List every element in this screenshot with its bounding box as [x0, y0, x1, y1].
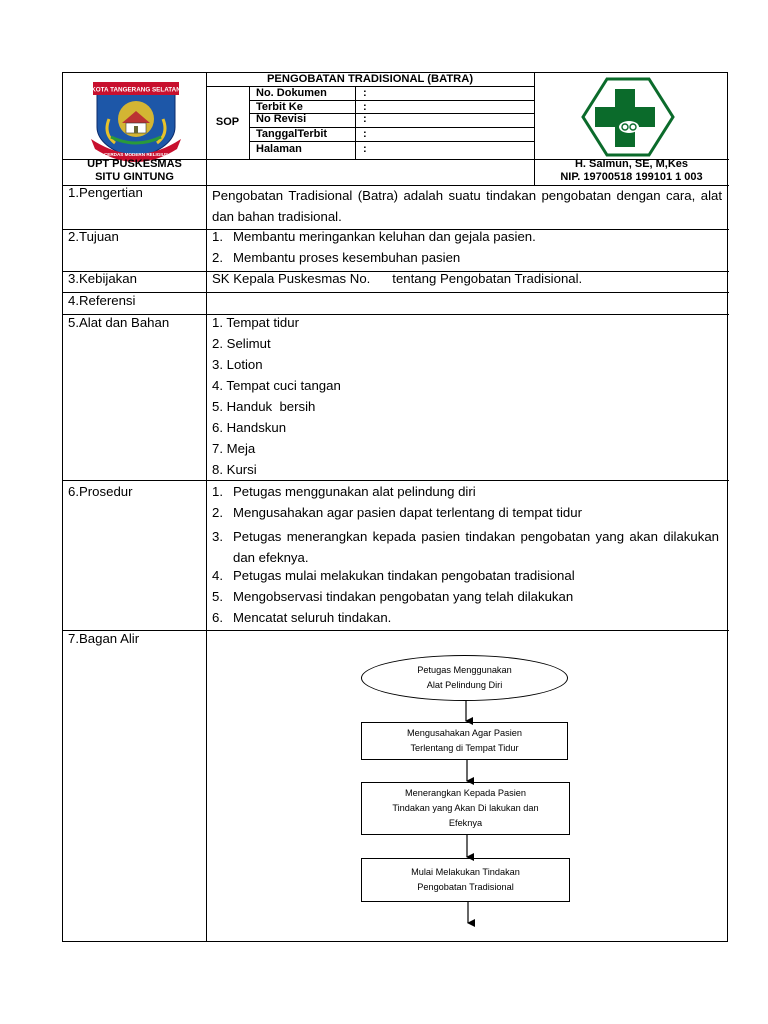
meta-label: TanggalTerbit	[256, 128, 328, 140]
list-item: 1. Tempat tidur	[212, 315, 299, 330]
svg-text:KOTA TANGERANG SELATAN: KOTA TANGERANG SELATAN	[91, 86, 181, 94]
meta-label: Terbit Ke	[256, 101, 303, 113]
org-line-2: SITU GINTUNG	[95, 171, 174, 183]
list-item: 6. Mencatat seluruh tindakan.	[212, 610, 392, 625]
section-label-kebijakan: 3.Kebijakan	[68, 271, 137, 286]
flow-node-start: Petugas Menggunakan Alat Pelindung Diri	[361, 655, 568, 701]
list-item: 4. Petugas mulai melakukan tindakan pengobatan tradisional	[212, 568, 575, 583]
sop-document	[62, 72, 728, 942]
meta-label: No Revisi	[256, 113, 307, 125]
section-label-referensi: 4.Referensi	[68, 293, 136, 308]
list-item: 2. Membantu proses kesembuhan pasien	[212, 250, 461, 265]
list-item: 7. Meja	[212, 441, 256, 456]
list-item: 3. Lotion	[212, 357, 263, 372]
meta-sep: :	[363, 143, 367, 155]
list-item: 5. Handuk bersih	[212, 399, 316, 414]
list-item: 2. Selimut	[212, 336, 271, 351]
meta-sep: :	[363, 128, 367, 140]
flow-node-step: Menerangkan Kepada Pasien Tindakan yang Akan Di lakukan dan Efeknya	[361, 782, 570, 835]
section-label-pengertian: 1.Pengertian	[68, 185, 143, 200]
meta-sep: :	[363, 101, 367, 113]
list-item: 3. Petugas menerangkan kepada pasien tindakan pengobatan yang akan dilakukan dan efeknya.	[212, 529, 719, 565]
list-item: 6. Handskun	[212, 420, 287, 435]
meta-sep: :	[363, 87, 367, 99]
meta-label: No. Dokumen	[256, 87, 327, 99]
list-item: 1. Petugas menggunakan alat pelindung diri	[212, 484, 476, 499]
list-item: 4. Tempat cuci tangan	[212, 378, 341, 393]
kebijakan-text: SK Kepala Puskesmas No. tentang Pengobatan Tradisional.	[212, 271, 583, 286]
signer-name: H. Salmun, SE, M,Kes	[574, 158, 689, 170]
section-label-tujuan: 2.Tujuan	[68, 229, 119, 244]
signer-nip: NIP. 19700518 199101 1 003	[560, 171, 703, 183]
sop-label: SOP	[215, 116, 240, 128]
flow-node-step: Mulai Melakukan Tindakan Pengobatan Tradisional	[361, 858, 570, 902]
list-item: 2. Mengusahakan agar pasien dapat terlentang di tempat tidur	[212, 505, 582, 520]
flow-arrows	[63, 73, 729, 943]
section-label-alat: 5.Alat dan Bahan	[68, 315, 170, 330]
list-item: 1. Membantu meringankan keluhan dan gejala pasien.	[212, 229, 536, 244]
meta-sep: :	[363, 113, 367, 125]
document-title: PENGOBATAN TRADISIONAL (BATRA)	[266, 73, 474, 85]
pengertian-text: Pengobatan Tradisional (Batra) adalah suatu tindakan pengobatan dengan cara, alat dan bahan tradisional.	[212, 188, 722, 224]
section-label-prosedur: 6.Prosedur	[68, 484, 133, 499]
flow-node-step: Mengusahakan Agar Pasien Terlentang di Tempat Tidur	[361, 722, 568, 760]
section-label-bagan: 7.Bagan Alir	[68, 631, 140, 646]
list-item: 5. Mengobservasi tindakan pengobatan yang telah dilakukan	[212, 589, 574, 604]
svg-text:CERDAS MODERN RELIGIUS: CERDAS MODERN RELIGIUS	[103, 152, 169, 157]
meta-label: Halaman	[256, 143, 302, 155]
list-item: 8. Kursi	[212, 462, 257, 477]
org-line-1: UPT PUSKESMAS	[87, 158, 182, 170]
